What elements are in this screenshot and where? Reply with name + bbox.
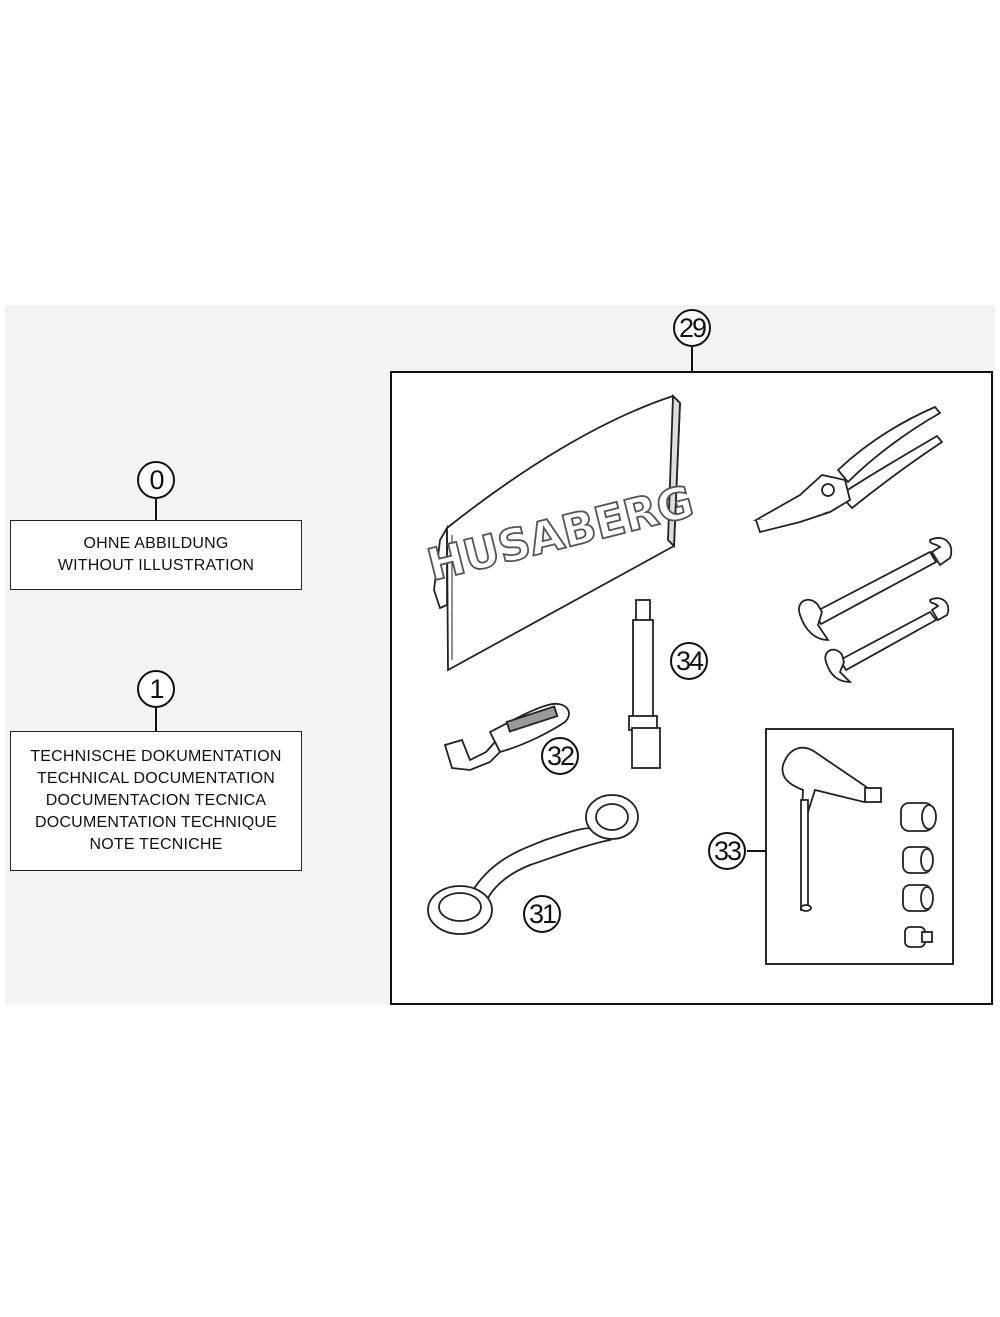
item-0-line-1: OHNE ABBILDUNG [83,535,229,552]
callout-32: 32 [541,737,579,775]
item-0-line-2: WITHOUT ILLUSTRATION [57,557,255,574]
callout-31: 31 [523,895,561,933]
callout-1: 1 [137,670,175,708]
item-1-line-1: TECHNISCHE DOKUMENTATION [30,748,282,765]
item-1-line-5: NOTE TECNICHE [89,836,223,853]
callout-33: 33 [708,832,746,870]
callout-0: 0 [137,461,175,499]
item-1-line-3: DOCUMENTACION TECNICA [45,792,267,809]
pouch-brand-logo: HUSABERG [422,476,699,592]
callout-29: 29 [673,309,711,347]
callout-34: 34 [670,642,708,680]
item-1-line-4: DOCUMENTATION TECHNIQUE [35,814,277,831]
item-1-line-2: TECHNICAL DOCUMENTATION [36,770,276,787]
